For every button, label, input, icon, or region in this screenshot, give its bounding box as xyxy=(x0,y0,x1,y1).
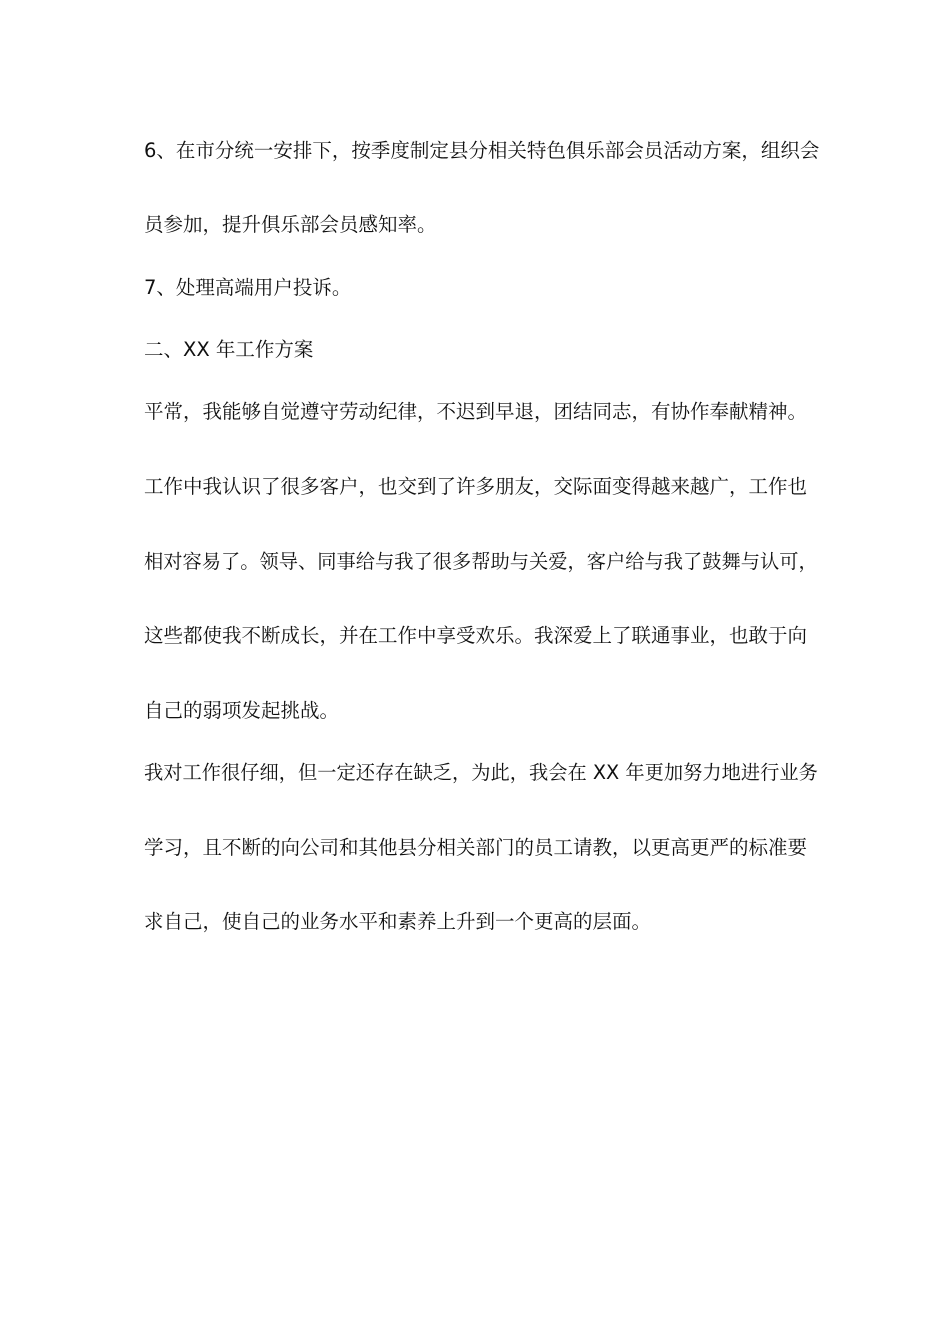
section-heading: 二、XX 年工作方案 xyxy=(144,338,314,361)
paragraph-line: 求自己，使自己的业务水平和素养上升到一个更高的层面。 xyxy=(144,910,652,933)
paragraph-line: 这些都使我不断成长，并在工作中享受欢乐。我深爱上了联通事业，也敢于向 xyxy=(144,624,808,647)
paragraph-line: 学习，且不断的向公司和其他县分相关部门的员工请教，以更高更严的标准要 xyxy=(144,836,808,859)
paragraph-line: 平常，我能够自觉遵守劳动纪律，不迟到早退，团结同志，有协作奉献精神。 xyxy=(144,400,808,423)
paragraph-line: 员参加，提升俱乐部会员感知率。 xyxy=(144,213,437,236)
paragraph-line: 工作中我认识了很多客户，也交到了许多朋友，交际面变得越来越广，工作也 xyxy=(144,475,808,498)
paragraph-line: 我对工作很仔细，但一定还存在缺乏，为此，我会在 XX 年更加努力地进行业务 xyxy=(144,761,818,784)
paragraph-line: 相对容易了。领导、同事给与我了很多帮助与关爱，客户给与我了鼓舞与认可， xyxy=(144,550,818,573)
list-item: 7、处理高端用户投诉。 xyxy=(144,276,352,299)
paragraph-line: 自己的弱项发起挑战。 xyxy=(144,699,340,722)
paragraph-line: 6、在市分统一安排下，按季度制定县分相关特色俱乐部会员活动方案，组织会 xyxy=(144,139,820,162)
